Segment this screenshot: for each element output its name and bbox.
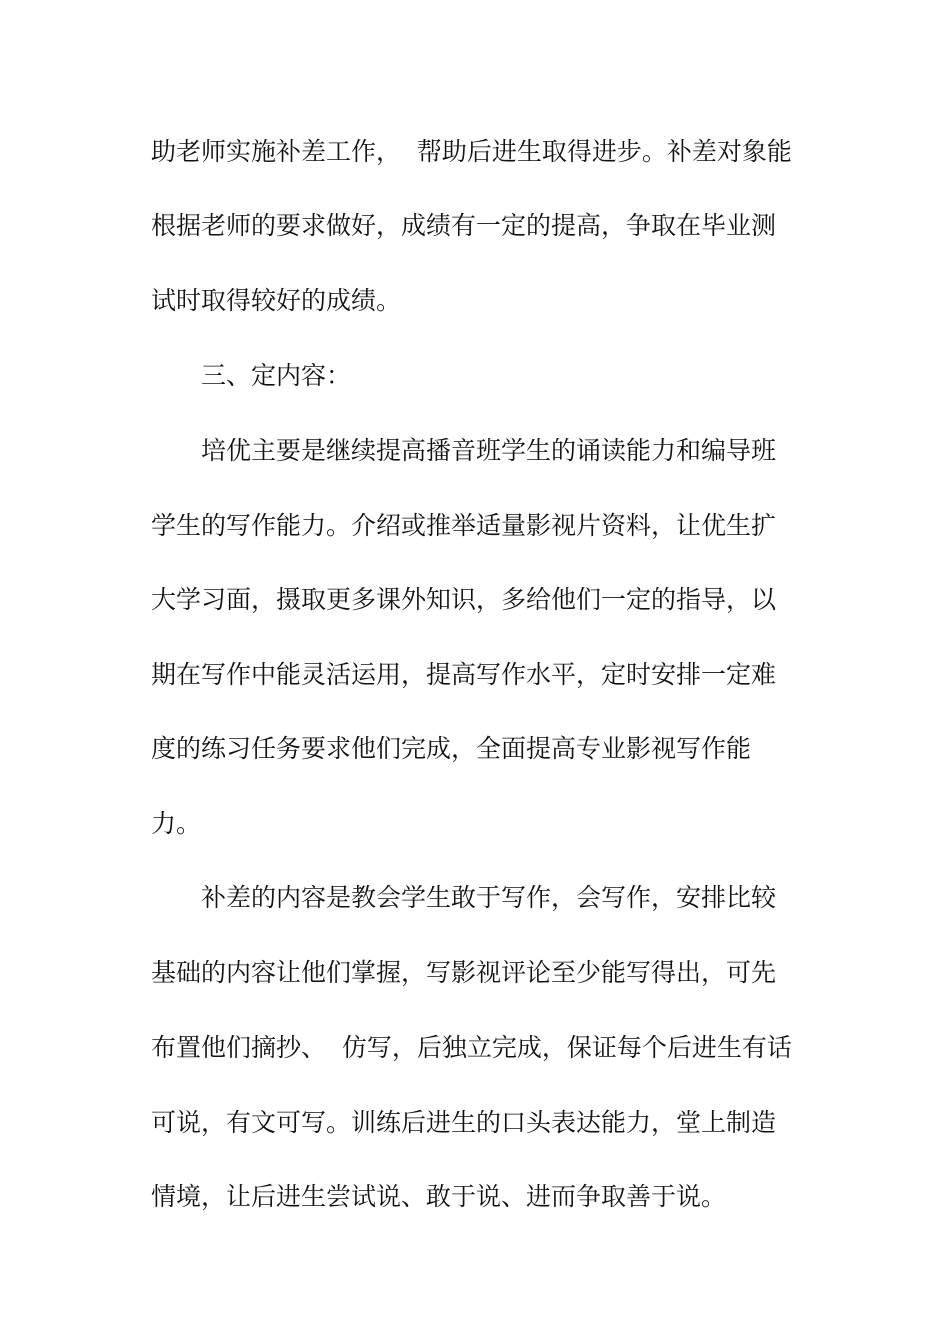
text-line: 布置他们摘抄、 仿写，后独立完成，保证每个后进生有话 [151,1033,792,1062]
text-line: 基础的内容让他们掌握，写影视评论至少能写得出，可先 [151,958,777,987]
section-heading: 三、定内容： [201,361,352,390]
text-line: 力。 [151,809,202,838]
text-line: 度的练习任务要求他们完成，全面提高专业影视写作能 [151,734,752,763]
text-line: 补差的内容是教会学生敢于写作，会写作，安排比较 [201,883,777,912]
text-line: 培优主要是继续提高播音班学生的诵读能力和编导班 [201,436,777,465]
text-line: 学生的写作能力。介绍或推举适量影视片资料，让优生扩 [151,511,777,540]
text-line: 根据老师的要求做好，成绩有一定的提高，争取在毕业测 [151,211,777,240]
text-line: 助老师实施补差工作， 帮助后进生取得进步。补差对象能 [151,137,792,166]
text-line: 情境，让后进生尝试说、敢于说、进而争取善于说。 [151,1182,727,1211]
text-line: 试时取得较好的成绩。 [151,286,402,315]
text-line: 期在写作中能灵活运用，提高写作水平，定时安排一定难 [151,660,777,689]
text-line: 大学习面，摄取更多课外知识，多给他们一定的指导，以 [151,585,777,614]
text-line: 可说，有文可写。训练后进生的口头表达能力，堂上制造 [151,1108,777,1137]
